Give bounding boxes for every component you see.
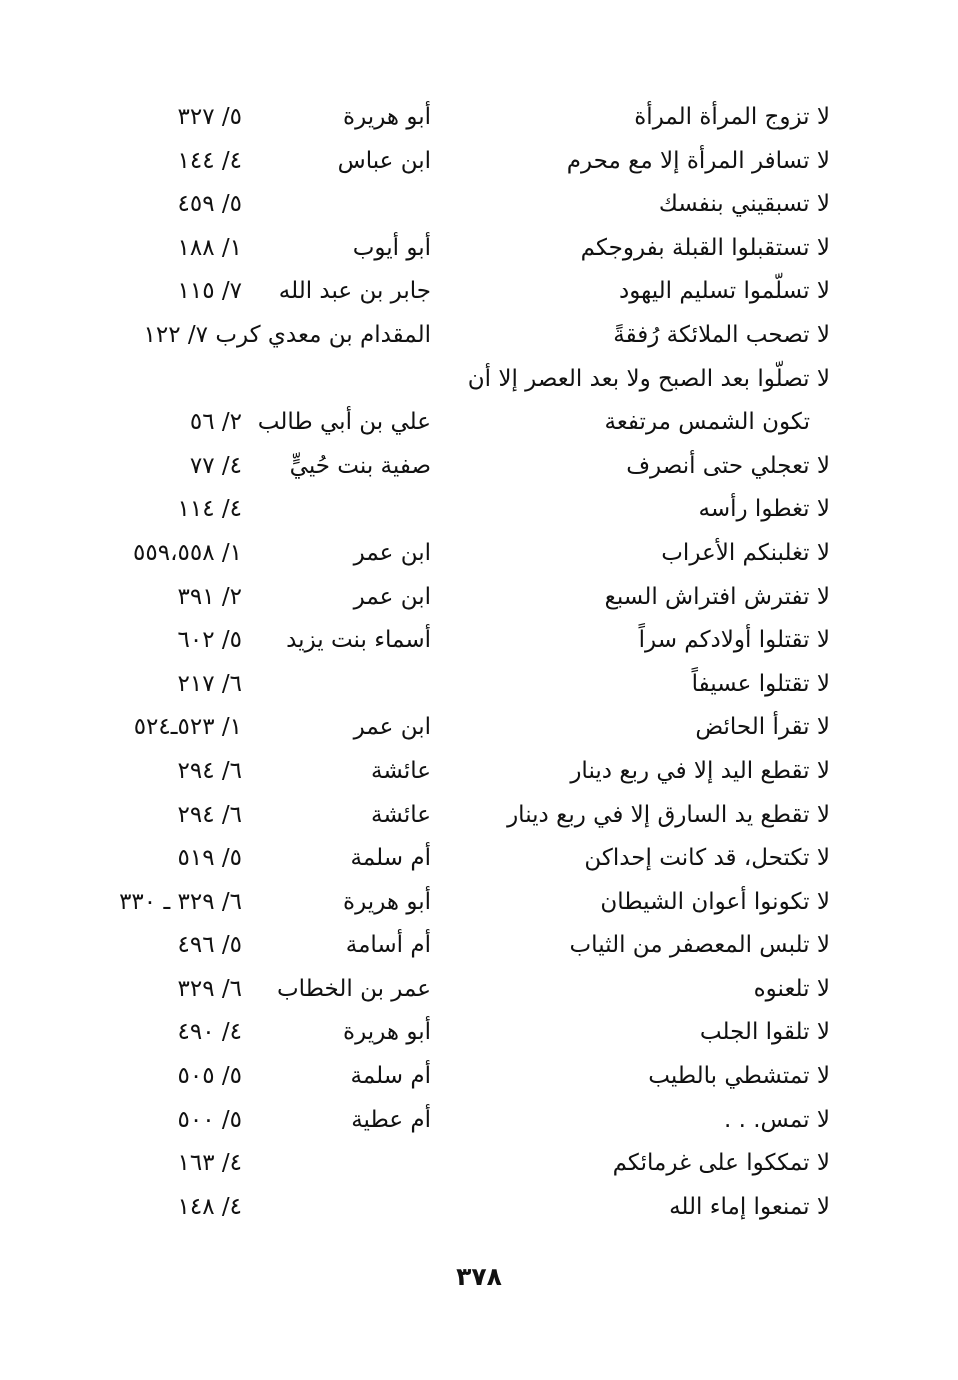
volume-page-ref: ٦/ ٢٩٤: [177, 801, 242, 828]
narrator-name: أبو هريرة: [343, 888, 431, 915]
index-entry: [0, 750, 958, 794]
index-entry: [0, 663, 958, 707]
volume-page-ref: ١/ ١٨٨: [177, 234, 242, 261]
hadith-text: لا تعجلي حتى أنصرف: [626, 452, 830, 479]
volume-page-ref: ٥/ ٤٥٩: [177, 191, 242, 218]
hadith-text: لا تمنعوا إماء الله: [669, 1193, 830, 1220]
hadith-text: لا تصلّوا بعد الصبح ولا بعد العصر إلا أن: [467, 365, 830, 392]
hadith-text: لا تلقوا الجلب: [699, 1019, 830, 1046]
volume-page-ref: ١/ ٥٢٣ـ٥٢٤: [133, 714, 242, 741]
volume-page-ref: ٥/ ٥٠٠: [177, 1106, 242, 1133]
index-entry: [0, 532, 958, 576]
index-entry: [0, 619, 958, 663]
hadith-text: لا تكونوا أعوان الشيطان: [600, 888, 830, 915]
narrator-name: صفية بنت حُييٍّ: [289, 452, 431, 479]
volume-page-ref: ٥/ ٦٠٢: [177, 627, 242, 654]
volume-page-ref: ٤/ ١١٤: [177, 496, 242, 523]
hadith-text: لا تقرأ الحائض: [695, 714, 830, 741]
volume-page-ref: ٤/ ٤٩٠: [177, 1019, 242, 1046]
index-entry: [0, 1186, 958, 1230]
index-entry: [0, 706, 958, 750]
index-entry: [0, 881, 958, 925]
volume-page-ref: ٦/ ٣٢٩ ـ ٣٣٠: [119, 888, 242, 915]
hadith-text: لا تقطع يد السارق إلا في ربع دينار: [507, 801, 830, 828]
index-entry: [0, 183, 958, 227]
hadith-text: لا تمس. . .: [723, 1106, 830, 1133]
narrator-name: أبو أيوب: [352, 234, 431, 261]
hadith-text: لا تكتحل، قد كانت إحداكن: [584, 845, 830, 872]
hadith-text: لا تمتشطي بالطيب: [648, 1063, 830, 1090]
volume-page-ref: ٢/ ٥٦: [189, 409, 242, 436]
index-entry: [0, 358, 958, 402]
narrator-name: عائشة: [371, 801, 431, 828]
index-entry: [0, 445, 958, 489]
narrator-name: علي بن أبي طالب: [257, 409, 431, 436]
hadith-text: تكون الشمس مرتفعة: [604, 409, 810, 436]
page-number: ٣٧٨: [456, 1262, 502, 1291]
narrator-name: ابن عمر: [353, 583, 431, 610]
narrator-name: أبو هريرة: [343, 1019, 431, 1046]
volume-page-ref: ٢/ ٣٩١: [177, 583, 242, 610]
narrator-name: أم أسامة: [345, 932, 431, 959]
volume-page-ref: ٧/ ١١٥: [177, 278, 242, 305]
hadith-text: لا تزوج المرأة المرأة: [634, 104, 830, 130]
index-entry: [0, 837, 958, 881]
hadith-text: لا تسلّموا تسليم اليهود: [619, 278, 830, 305]
index-entry: [0, 488, 958, 532]
volume-page-ref: ٤/ ٧٧: [189, 452, 242, 479]
index-entry: [0, 576, 958, 620]
index-entry: [0, 968, 958, 1012]
narrator-name: ابن عمر: [353, 714, 431, 741]
narrator-name: جابر بن عبد الله: [278, 278, 431, 305]
volume-page-ref: ٥/ ٥٠٥: [177, 1063, 242, 1090]
volume-page-ref: ٥/ ٣٢٧: [177, 104, 242, 130]
narrator-name: ابن عمر: [353, 539, 431, 566]
index-entry: [0, 1142, 958, 1186]
hadith-text: لا تمككوا على غرمائكم: [612, 1150, 830, 1177]
index-entry: [0, 924, 958, 968]
volume-page-ref: ١/ ٥٥٩،٥٥٨: [133, 539, 242, 566]
volume-page-ref: ٤/ ١٦٣: [177, 1150, 242, 1177]
hadith-text: لا تغلبنكم الأعراب: [661, 539, 830, 566]
index-entry: [0, 314, 958, 358]
narrator-name: ابن عباس: [337, 147, 431, 174]
index-entry: [0, 140, 958, 184]
hadith-text: لا تلعنوه: [753, 975, 830, 1002]
hadith-text: لا تسافر المرأة إلا مع محرم: [566, 147, 830, 174]
volume-page-ref: ٦/ ٢٩٤: [177, 757, 242, 784]
hadith-text: لا تقطع اليد إلا في ربع دينار: [570, 757, 830, 784]
index-entry-continuation: [0, 401, 958, 445]
narrator-name: أبو هريرة: [343, 104, 431, 130]
index-entry: [0, 1011, 958, 1055]
hadith-text: لا تغطوا رأسه: [698, 496, 830, 523]
narrator-name: أم سلمة: [350, 845, 431, 872]
index-entry: [0, 96, 958, 140]
hadith-text: لا تقتلوا أولادكم سراً: [638, 627, 830, 654]
index-entry: [0, 270, 958, 314]
narrator-name: المقدام بن معدي كرب ٧/ ١٢٢: [143, 321, 431, 348]
hadith-text: لا تستقبلوا القبلة بفروجكم: [580, 234, 830, 261]
index-entry: [0, 227, 958, 271]
narrator-name: أسماء بنت يزيد: [286, 627, 431, 654]
index-entry: [0, 1099, 958, 1143]
narrator-name: أم عطية: [351, 1106, 431, 1133]
hadith-index-list: [0, 96, 958, 1229]
volume-page-ref: ٤/ ١٤٤: [177, 147, 242, 174]
volume-page-ref: ٤/ ١٤٨: [177, 1193, 242, 1220]
volume-page-ref: ٥/ ٤٩٦: [177, 932, 242, 959]
volume-page-ref: ٦/ ٢١٧: [177, 670, 242, 697]
hadith-text: لا تصحب الملائكة رُفقةً: [613, 321, 830, 348]
hadith-text: لا تفترش افتراش السبع: [604, 583, 830, 610]
volume-page-ref: ٦/ ٣٢٩: [177, 975, 242, 1002]
hadith-text: لا تقتلوا عسيفاً: [691, 670, 830, 697]
hadith-text: لا تسبقيني بنفسك: [658, 191, 830, 218]
index-entry: [0, 1055, 958, 1099]
hadith-text: لا تلبس المعصفر من الثياب: [569, 932, 830, 959]
volume-page-ref: ٥/ ٥١٩: [177, 845, 242, 872]
index-entry: [0, 794, 958, 838]
narrator-name: أم سلمة: [350, 1063, 431, 1090]
narrator-name: عائشة: [371, 757, 431, 784]
narrator-name: عمر بن الخطاب: [276, 975, 431, 1002]
